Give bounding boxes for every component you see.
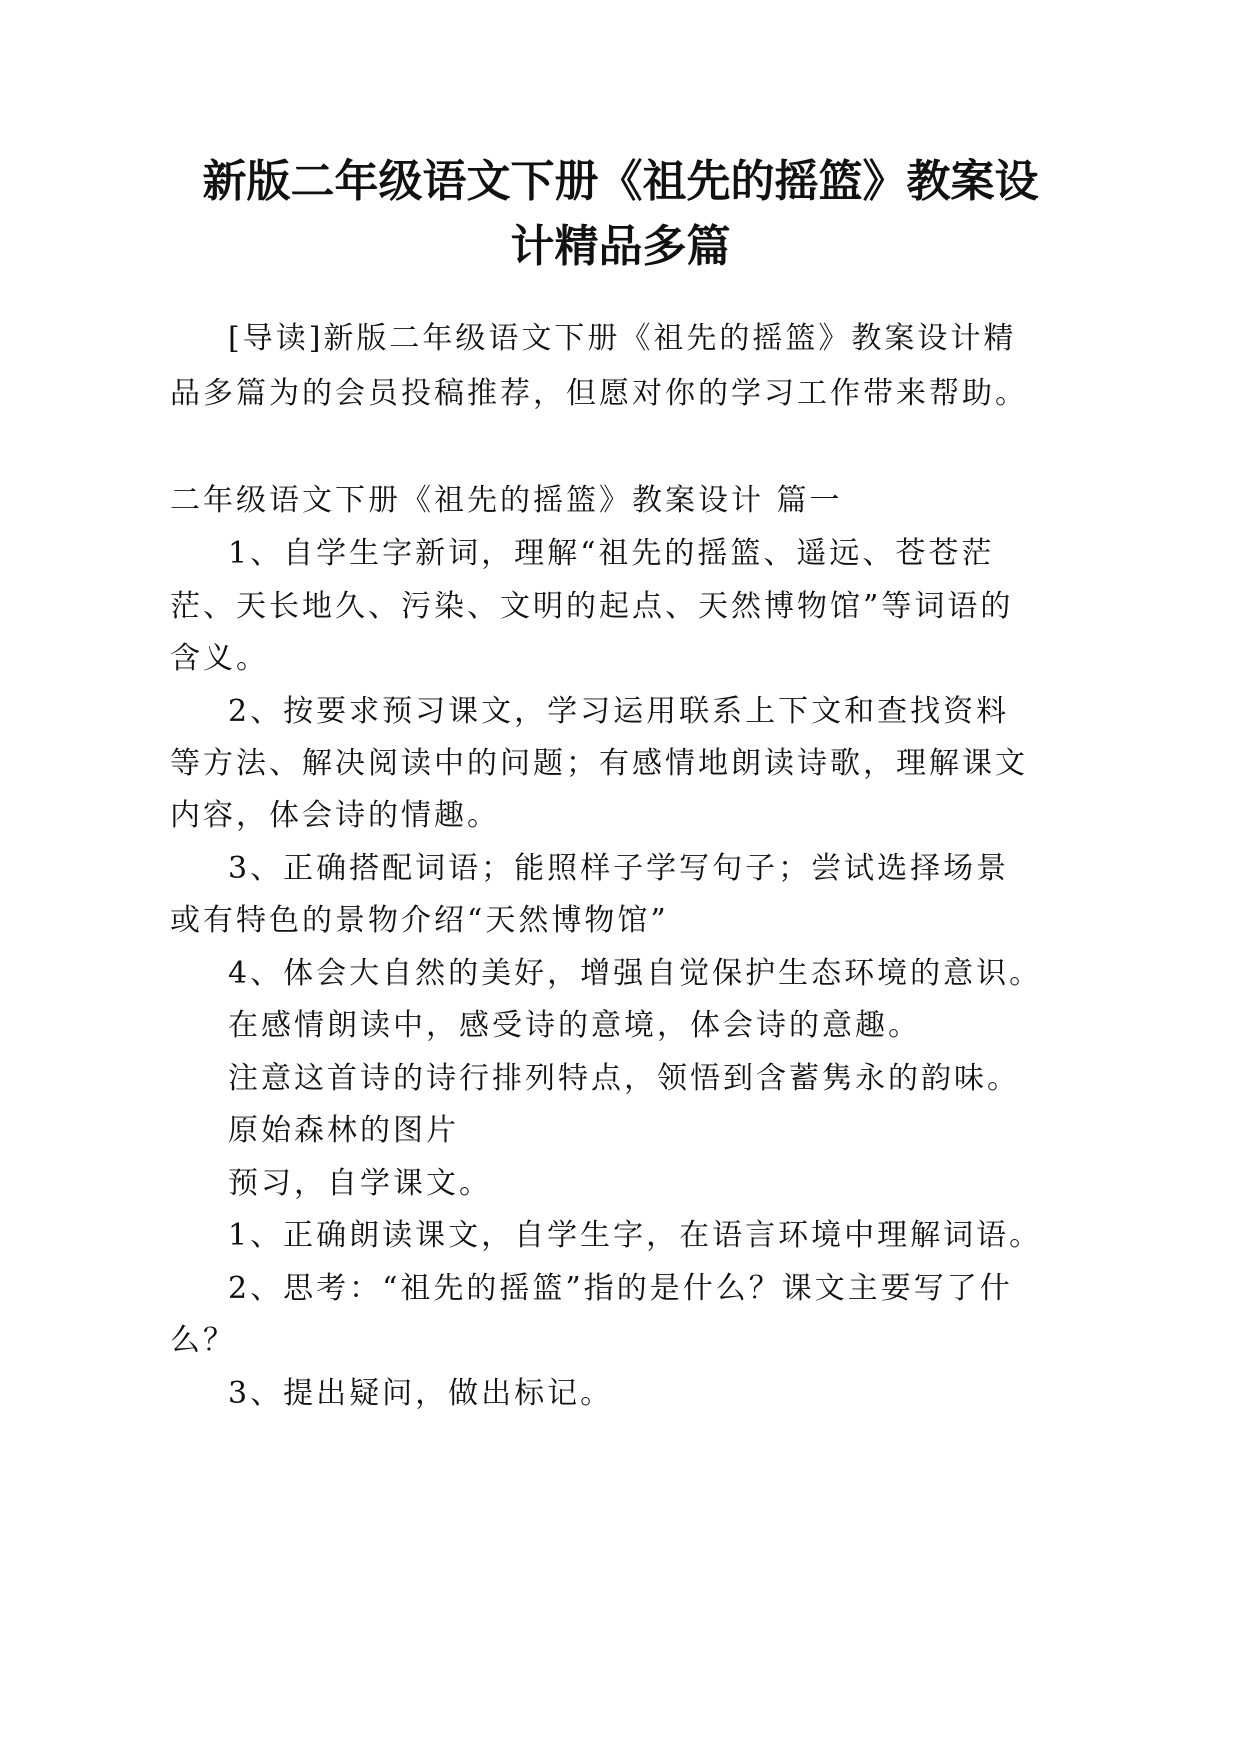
paragraph-line: 1、正确朗读课文，自学生字，在语言环境中理解词语。 <box>228 1218 1043 1253</box>
section-heading: 二年级语文下册《祖先的摇篮》教案设计 篇一 <box>170 483 843 518</box>
document-title-line-2: 计精品多篇 <box>510 221 731 272</box>
paragraph-line: 预习，自学课文。 <box>228 1166 492 1201</box>
intro-line-2: 品多篇为的会员投稿推荐，但愿对你的学习工作带来帮助。 <box>170 376 1028 411</box>
document-title-line-1: 新版二年级语文下册《祖先的摇篮》教案设 <box>202 156 1039 207</box>
paragraph-line: 3、提出疑问，做出标记。 <box>228 1376 614 1411</box>
paragraph-line: 2、思考：“祖先的摇篮”指的是什么？课文主要写了什 <box>228 1271 1013 1306</box>
paragraph-line: 4、体会大自然的美好，增强自觉保护生态环境的意识。 <box>228 956 1043 991</box>
paragraph-line: 在感情朗读中，感受诗的意境，体会诗的意趣。 <box>228 1008 921 1043</box>
paragraph-line: 茫、天长地久、污染、文明的起点、天然博物馆”等词语的 <box>170 589 1014 624</box>
paragraph-line: 内容，体会诗的情趣。 <box>170 798 500 833</box>
paragraph-line: 原始森林的图片 <box>228 1113 459 1148</box>
paragraph-line: 1、自学生字新词，理解“祖先的摇篮、遥远、苍苍茫 <box>228 536 995 571</box>
paragraph-line: 含义。 <box>170 641 269 676</box>
paragraph-line: 或有特色的景物介绍“天然博物馆” <box>170 903 669 938</box>
paragraph-line: 2、按要求预习课文，学习运用联系上下文和查找资料 <box>228 694 1010 729</box>
paragraph-line: 么？ <box>170 1323 236 1358</box>
paragraph-line: 等方法、解决阅读中的问题；有感情地朗读诗歌，理解课文 <box>170 746 1028 781</box>
paragraph-line: 注意这首诗的诗行排列特点，领悟到含蓄隽永的韵味。 <box>228 1061 1020 1096</box>
intro-line-1: [导读]新版二年级语文下册《祖先的摇篮》教案设计精 <box>228 321 1017 356</box>
paragraph-line: 3、正确搭配词语；能照样子学写句子；尝试选择场景 <box>228 851 1010 886</box>
